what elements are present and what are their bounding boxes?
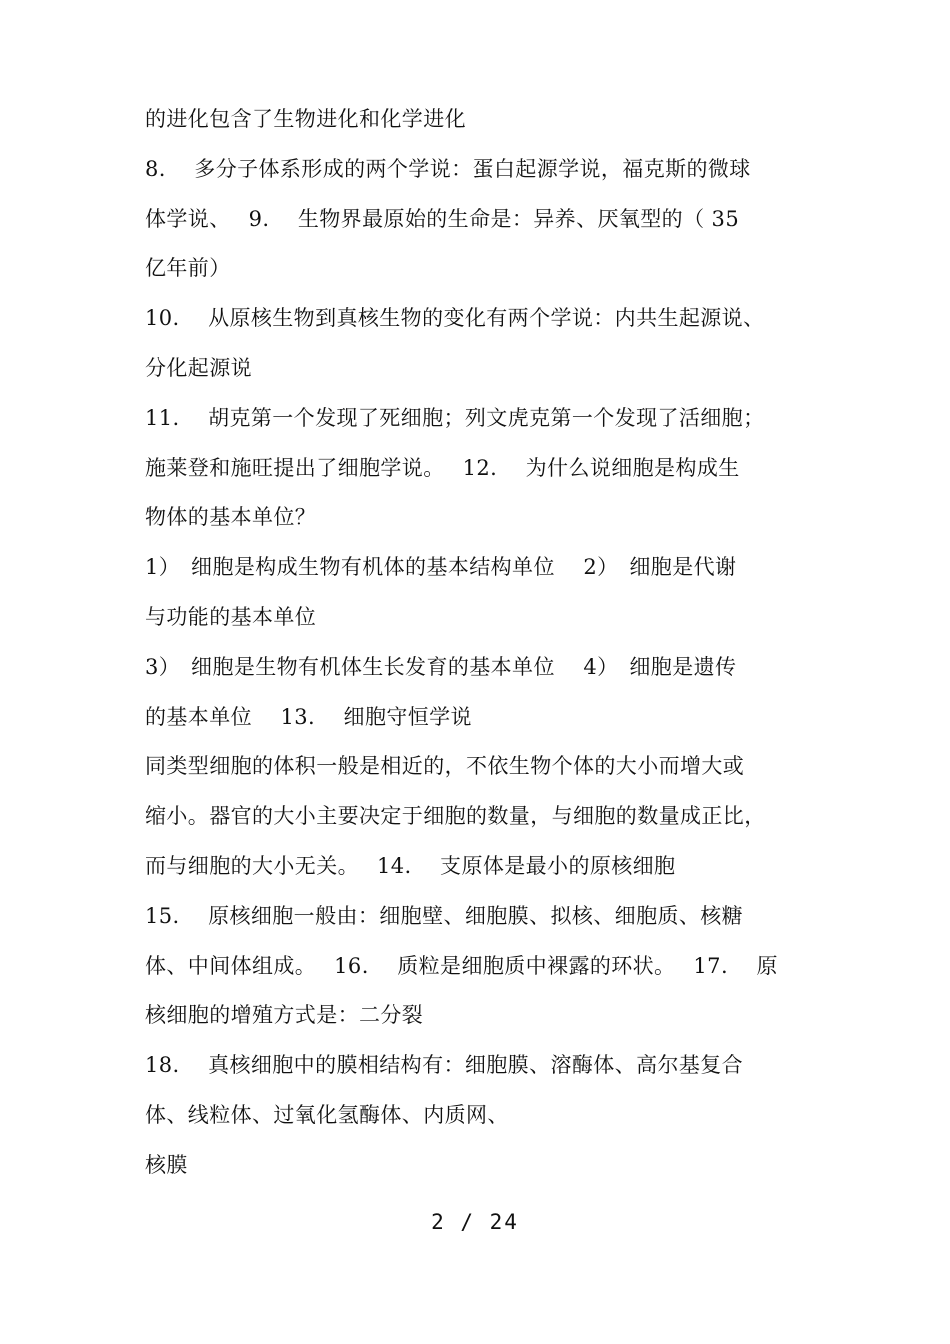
text-line: 缩小。器官的大小主要决定于细胞的数量，与细胞的数量成正比， bbox=[145, 804, 766, 829]
text-line: 3） 细胞是生物有机体生长发育的基本单位 4） 细胞是遗传 bbox=[145, 654, 737, 679]
text-line: 核膜 bbox=[145, 1152, 188, 1177]
text-line: 10. 从原核生物到真核生物的变化有两个学说：内共生起源说、 bbox=[145, 306, 765, 331]
document-body bbox=[145, 95, 807, 1191]
text-line: 体、中间体组成。 16. 质粒是细胞质中裸露的环状。 17. 原 bbox=[145, 953, 778, 978]
text-line: 体学说、 9. 生物界最原始的生命是：异养、厌氧型的（ 35 bbox=[145, 206, 740, 231]
text-line: 体、线粒体、过氧化氢酶体、内质网、 bbox=[145, 1102, 509, 1127]
text-line: 的基本单位 13. 细胞守恒学说 bbox=[145, 704, 472, 729]
text-line: 1） 细胞是构成生物有机体的基本结构单位 2） 细胞是代谢 bbox=[145, 555, 737, 580]
text-line: 施莱登和施旺提出了细胞学说。 12. 为什么说细胞是构成生 bbox=[145, 455, 740, 480]
text-line: 15. 原核细胞一般由：细胞壁、细胞膜、拟核、细胞质、核糖 bbox=[145, 903, 744, 928]
text-line: 11. 胡克第一个发现了死细胞；列文虎克第一个发现了活细胞； bbox=[145, 405, 765, 430]
text-line: 物体的基本单位？ bbox=[145, 505, 317, 530]
page-number: 2 / 24 bbox=[431, 1210, 519, 1234]
text-line: 亿年前） bbox=[145, 256, 231, 281]
text-line: 与功能的基本单位 bbox=[145, 604, 317, 629]
text-line: 的进化包含了生物进化和化学进化 bbox=[145, 107, 466, 131]
text-line: 而与细胞的大小无关。 14. 支原体是最小的原核细胞 bbox=[145, 853, 676, 878]
text-line: 分化起源说 bbox=[145, 355, 252, 380]
text-line: 18. 真核细胞中的膜相结构有：细胞膜、溶酶体、高尔基复合 bbox=[145, 1053, 744, 1078]
text-line: 核细胞的增殖方式是：二分裂 bbox=[145, 1003, 424, 1028]
text-line: 同类型细胞的体积一般是相近的，不依生物个体的大小而增大或 bbox=[145, 754, 745, 779]
text-line: 8. 多分子体系形成的两个学说：蛋白起源学说，福克斯的微球 bbox=[145, 156, 751, 181]
